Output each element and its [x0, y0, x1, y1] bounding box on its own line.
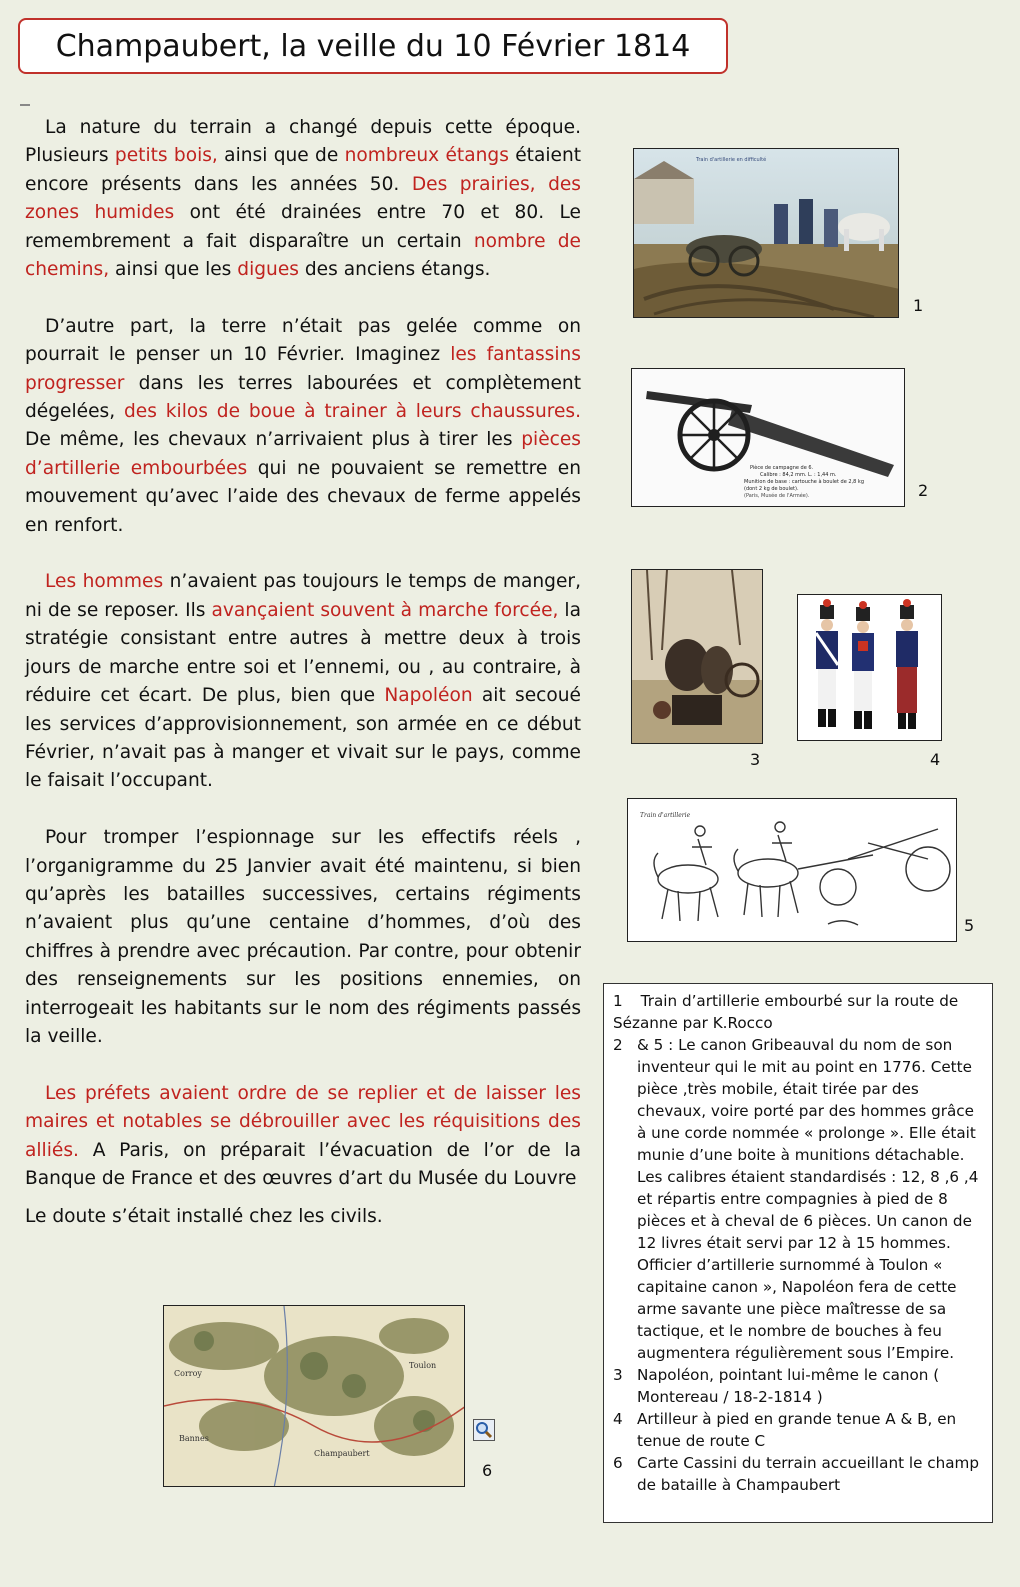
highlighted-text: Les hommes: [45, 571, 164, 593]
caption-text: Napoléon, pointant lui-même le canon ( Montereau / 18-2-1814 ): [637, 1366, 940, 1406]
caption-number: 4: [613, 1410, 623, 1428]
caption-item: [613, 1408, 984, 1452]
image-gribeauval-cannon: [631, 368, 905, 507]
page-title: [18, 18, 728, 74]
cannon-label-line-4: (dont 2 kg de boulet).: [744, 486, 799, 492]
caption-text: Carte Cassini du terrain accueillant le champ de bataille à Champaubert: [637, 1454, 979, 1494]
highlighted-text: digues: [237, 259, 299, 281]
highlighted-text: les fantassins progresser: [25, 344, 581, 394]
paragraph-text: De même, les chevaux n’arrivaient plus à tirer les: [25, 429, 522, 451]
cannon-label-line-3: Munition de base : cartouche à boulet de 2,8 kg: [744, 479, 864, 485]
cannon-label-line-5: (Paris, Musée de l'Armée).: [744, 493, 810, 499]
highlighted-text: nombreux étangs: [344, 145, 509, 167]
map-place-0: Toulon: [409, 1361, 437, 1370]
article-body: [25, 114, 581, 1232]
paragraph-text: ont été drainées entre 70 et 80. Le remembrement a fait disparaître un certain: [25, 202, 581, 252]
figure-captions-box: [603, 983, 993, 1523]
figure-number-5: 5: [964, 916, 975, 935]
highlighted-text: pièces d’artillerie embourbées: [25, 429, 581, 479]
figure-number-1: 1: [913, 296, 924, 315]
paragraph-text: qui ne pouvaient se remettre en mouvement qu’avec l’aide des chevaux de ferme appelés en renfort.: [25, 457, 581, 536]
highlighted-text: Napoléon: [384, 685, 473, 707]
highlighted-text: petits bois,: [114, 145, 218, 167]
map-place-2: Bannes: [179, 1434, 209, 1443]
svg-text:Train d'artillerie: Train d'artillerie: [640, 812, 691, 819]
caption-text: Artilleur à pied en grande tenue A & B, en tenue de route C: [637, 1410, 957, 1450]
image-artillery-sketch: [627, 798, 957, 942]
caption-number: 1: [613, 992, 623, 1010]
image-artillery-train: [633, 148, 899, 318]
article-paragraph: [25, 313, 581, 540]
svg-text:Train d'artillerie en difficul: Train d'artillerie en difficulté: [696, 157, 767, 163]
paragraph-text: des anciens étangs.: [298, 259, 491, 281]
figure-number-2: 2: [918, 481, 929, 500]
decorative-dash: [20, 104, 30, 106]
highlighted-text: avançaient souvent à marche forcée,: [211, 599, 559, 621]
image-artillerymen-uniforms: [797, 594, 942, 741]
paragraph-text: ait secoué les services d’approvisionnement, son armée en ce début Février, n’avait pas à manger et vivait sur le pays, comme le faisait l’occupant.: [25, 685, 581, 792]
zoom-icon[interactable]: [473, 1419, 495, 1441]
caption-item: [613, 990, 984, 1034]
cannon-label-line-2: Calibre : 84,2 mm. L. : 1,44 m.: [760, 472, 837, 478]
map-place-1: Corroy: [174, 1369, 202, 1378]
paragraph-text: n’avaient pas toujours le temps de manger, ni de se reposer. Ils: [25, 571, 581, 621]
caption-item: [613, 1034, 984, 1364]
article-paragraph: [25, 568, 581, 795]
highlighted-text: des kilos de boue à trainer à leurs chaussures.: [123, 401, 581, 423]
paragraph-text: ainsi que de: [217, 145, 345, 167]
paragraph-text: ainsi que les: [109, 259, 238, 281]
paragraph-text: Pour tromper l’espionnage sur les effectifs réels , l’organigramme du 25 Janvier avait été maintenu, si bien qu’après les batailles successives, certains régiments n’avaient plus qu’une centaine d’hommes, d’où des chiffres à prendre avec précaution. Par contre, pour obtenir des renseignements sur les positions ennemies, on interrogeait les habitants sur le nom des régiments passés la veille.: [25, 827, 581, 1047]
highlighted-text: Des prairies, des zones humides: [25, 173, 581, 224]
article-paragraph: [25, 114, 581, 284]
caption-text: Train d’artillerie embourbé sur la route de Sézanne par K.Rocco: [613, 992, 959, 1032]
caption-number: 3: [613, 1366, 623, 1384]
image-napoleon-cannon: [631, 569, 763, 744]
figure-number-3: 3: [750, 750, 761, 769]
cannon-label-line-1: Pièce de campagne de 6.: [750, 465, 814, 471]
caption-number: 2: [613, 1036, 623, 1054]
paragraph-text: étaient encore présents dans les années 50.: [25, 145, 582, 195]
caption-number: 6: [613, 1454, 623, 1472]
caption-item: [613, 1452, 984, 1496]
figure-number-4: 4: [930, 750, 941, 769]
page-title-text: Champaubert, la veille du 10 Février 1814: [55, 28, 691, 64]
caption-item: [613, 1364, 984, 1408]
paragraph-text: A Paris, on préparait l’évacuation de l’or de la Banque de France et des œuvres d’art du Musée du Louvre: [25, 1139, 581, 1189]
caption-text: & 5 : Le canon Gribeauval du nom de son inventeur qui le mit au point en 1776. Cette pièce ,très mobile, était tirée par des chevaux, voire porté par des hommes grâce à une corde nommée « prolonge ». Elle était munie d’une boite à munitions détachable. Les calibres étaient standardisés : 12, 8 ,6 ,4 et répartis entre compagnies à pied de 8 pièces et à cheval de 6 pièces. Un canon de 12 livres était servi par 12 à 15 hommes. Officier d’artillerie surnommé à Toulon « capitaine canon », Napoléon fera de cette arme savante une pièce maîtresse de sa tactique, et le nombre de bouches à feu augmentera régulièrement sous l’Empire.: [637, 1036, 979, 1362]
paragraph-text: D’autre part, la terre n’était pas gelée comme on pourrait le penser un 10 Février. Imaginez: [25, 315, 581, 366]
article-paragraph: [25, 1080, 581, 1194]
figure-number-6: 6: [482, 1461, 493, 1480]
paragraph-text: la stratégie consistant entre autres à mettre deux à trois jours de marche entre soi et l’ennemi, ou , au contraire, à réduire cet écart. De plus, bien que: [25, 599, 581, 707]
paragraph-text: dans les terres labourées et complètement dégelées,: [25, 372, 581, 423]
image-cassini-map: [163, 1305, 465, 1487]
highlighted-text: Les préfets avaient ordre de se replier et de laisser les maires et notables se débrouiller avec les réquisitions des alliés.: [25, 1082, 581, 1161]
highlighted-text: nombre de chemins,: [25, 230, 581, 281]
article-paragraph: [25, 824, 581, 1051]
map-place-3: Champaubert: [314, 1449, 370, 1458]
paragraph-text: La nature du terrain a changé depuis cette époque. Plusieurs: [25, 117, 581, 167]
closing-sentence: Le doute s’était installé chez les civils.: [25, 1206, 383, 1228]
